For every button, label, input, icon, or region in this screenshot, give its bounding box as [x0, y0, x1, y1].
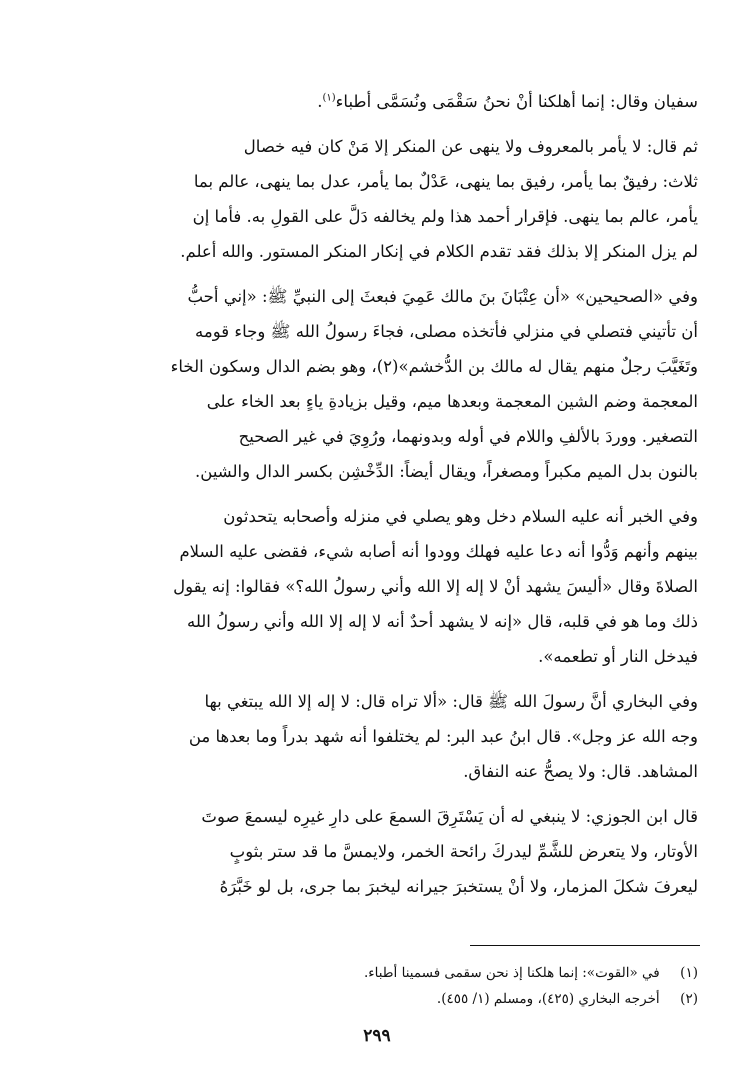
text-line: الصلاةَ وقال «أليسَ يشهد أنْ لا إله إلا الله وأني رسولُ الله؟» فقالوا: إنه يقول — [173, 577, 698, 596]
sentence-end: . — [317, 92, 323, 111]
text-line: يأمر، عالم بما ينهى. فإقرار أحمد هذا ولم يخالفه دَلَّ على القولِ به. فأما إن — [192, 207, 698, 226]
text-line: وجه الله عز وجل». قال ابنُ عبد البر: لم يختلفوا أنه شهد بدراً وما بعدها من — [188, 727, 698, 746]
page-number: ٢٩٩ — [363, 1026, 391, 1046]
footnote-marker-1: (١) — [322, 92, 336, 104]
text-line: فيدخل النار أو تطعمه». — [538, 647, 698, 666]
footnote-number: (١) — [680, 965, 698, 981]
text-line: وفي البخاري أنَّ رسولَ الله ﷺ قال: «ألا تراه قال: لا إله إلا الله يبتغي بها — [204, 692, 698, 711]
text-line: قال ابن الجوزي: لا ينبغي له أن يَسْتَرِقَ السمعَ على دارِ غيرِه ليسمعَ صوتَ — [201, 807, 698, 826]
text-line: ليعرفَ شكلَ المزمار، ولا أنْ يستخبرَ جيرانه ليخبرَ بما جرى، بل لو خَبَّرَهُ — [219, 877, 698, 896]
text-line-content: سفيان وقال: إنما أهلكنا أنْ نحنُ سَقْمَى ونُسَمَّى أطباء — [335, 92, 698, 111]
text-line: أن تأتيني فتصلي في منزلي فأتخذه مصلى، فجاءَ رسولُ الله ﷺ وجاء قومه — [195, 322, 698, 341]
text-line: بينهم وأنهم وَدُّوا أنه دعا عليه فهلك وودوا أنه أصابه شيء، فقضى عليه السلام — [179, 542, 698, 561]
footnote-1 — [70, 960, 698, 986]
text-line: وفي «الصحيحين» «أن عِتْبَانَ بنَ مالك عَمِيَ فبعثَ إلى النبيِّ ﷺ: «إني أحبُّ — [187, 287, 698, 306]
footnotes — [70, 960, 698, 1012]
text-line: التصغير. ووردَ بالألفِ واللام في أوله وبدونهما، ورُوِيَ في غير الصحيح — [238, 427, 698, 446]
text-line: الأوتار، ولا يتعرض للشَّمِّ ليدركَ رائحة الخمر، ولايمسَّ ما قد ستر بثوبٍ — [229, 842, 698, 861]
main-text — [70, 84, 698, 904]
text-line: بالنون بدل الميم مكبراً ومصغراً، ويقال أيضاً: الدِّخْشِن بكسر الدال والشين. — [195, 462, 698, 481]
text-line: لم يزل المنكر إلا بذلك فقد تقدم الكلام في إنكار المنكر المستور. والله أعلم. — [180, 242, 698, 261]
footnote-2 — [70, 986, 698, 1012]
text-line: وفي الخبر أنه عليه السلام دخل وهو يصلي في منزله وأصحابه يتحدثون — [223, 507, 698, 526]
text-line: ثم قال: لا يأمر بالمعروف ولا ينهى عن المنكر إلا مَنْ كان فيه خصال — [243, 137, 698, 156]
footnote-divider — [470, 945, 700, 946]
text-line: وتَغَيَّبَ رجلٌ منهم يقال له مالك بن الدُّخشم»(٢)، وهو بضم الدال وسكون الخاء — [170, 357, 698, 376]
text-line: المعجمة وضم الشين المعجمة وبعدها ميم، وقيل بزيادةِ ياءٍ بعد الخاء على — [206, 392, 698, 411]
footnote-text: في «القوت»: إنما هلكنا إذ نحن سقمى فسمينا أطباء. — [363, 965, 660, 981]
text-line: ثلاث: رفيقٌ بما يأمر، رفيق بما ينهى، عَدْلٌ بما يأمر، عدل بما ينهى، عالم بما — [193, 172, 698, 191]
text-line: ذلك وما هو في قلبه، قال «إنه لا يشهد أحدٌ أنه لا إله إلا الله وأني رسولُ الله — [186, 612, 698, 631]
footnote-text: أخرجه البخاري (٤٢٥)، ومسلم (١/ ٤٥٥). — [436, 991, 660, 1007]
footnote-number: (٢) — [680, 991, 698, 1007]
text-line: المشاهد. قال: ولا يصحُّ عنه النفاق. — [463, 762, 698, 781]
text-line — [70, 84, 698, 119]
